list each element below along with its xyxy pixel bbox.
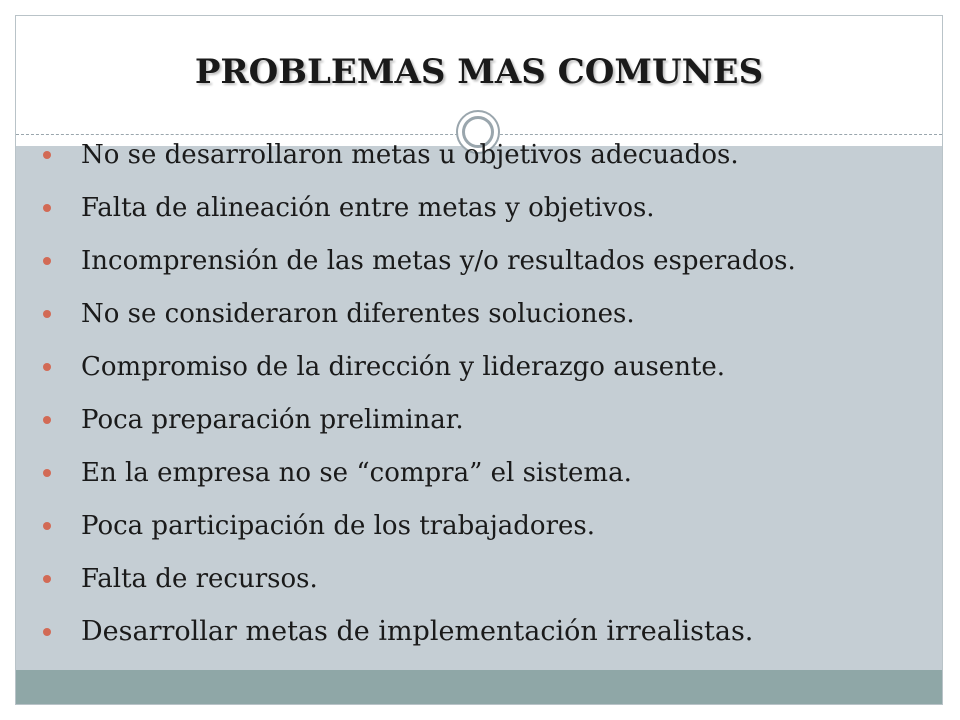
bullet-item [16,403,942,437]
bullet-text: No se consideraron diferentes soluciones. [81,299,635,329]
bullet-dot-icon [43,310,51,318]
bullet-item [16,456,942,490]
bullet-dot-icon [43,151,51,159]
bullet-text: Poca preparación preliminar. [81,405,464,435]
bullet-item [16,509,942,543]
bullet-list [16,138,942,668]
bullet-dot-icon [43,469,51,477]
bullet-item [16,297,942,331]
bullet-item [16,350,942,384]
bullet-text: En la empresa no se “compra” el sistema. [81,458,632,488]
bottom-band [16,670,942,705]
bullet-dot-icon [43,522,51,530]
bullet-dot-icon [43,257,51,265]
bullet-dot-icon [43,204,51,212]
bullet-text: No se desarrollaron metas u objetivos adecuados. [81,140,739,170]
bullet-text: Desarrollar metas de implementación irrealistas. [81,616,754,647]
bullet-text: Falta de recursos. [81,564,318,594]
slide-title: PROBLEMAS MAS COMUNES [194,52,764,92]
bullet-item [16,138,942,172]
bullet-item [16,562,942,596]
bullet-text: Compromiso de la dirección y liderazgo ausente. [81,352,726,382]
bullet-item [16,244,942,278]
bullet-dot-icon [43,575,51,583]
bullet-dot-icon [43,363,51,371]
bullet-item [16,191,942,225]
slide-frame [15,15,943,705]
bullet-text: Poca participación de los trabajadores. [81,511,595,541]
bullet-item [16,615,942,649]
bullet-dot-icon [43,628,51,636]
bullet-text: Falta de alineación entre metas y objetivos. [81,193,655,223]
bullet-dot-icon [43,416,51,424]
bullet-text: Incomprensión de las metas y/o resultados esperados. [81,246,796,276]
